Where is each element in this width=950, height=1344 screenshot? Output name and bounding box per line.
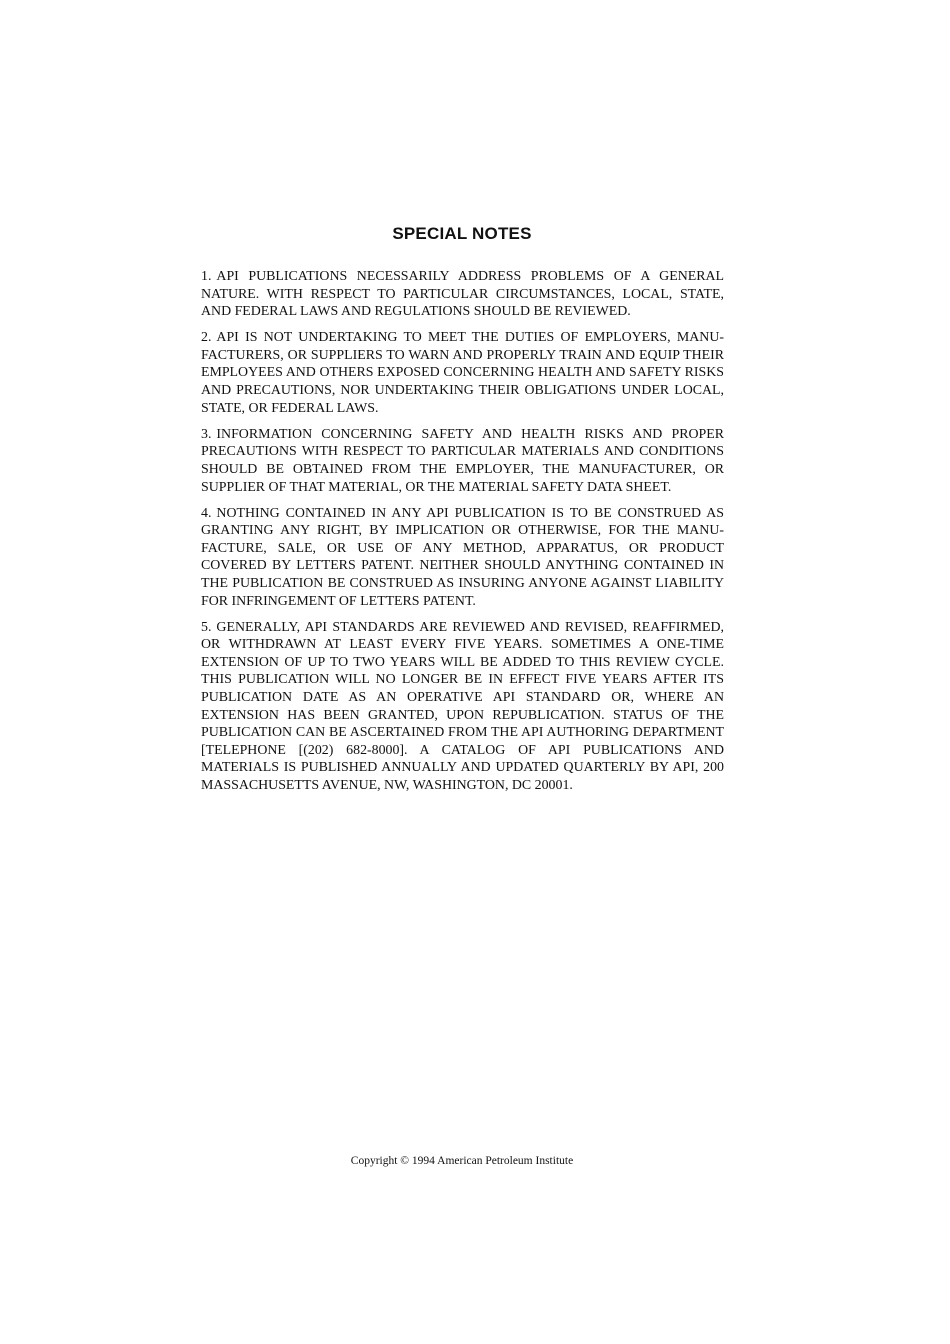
page-title: SPECIAL NOTES bbox=[392, 224, 532, 243]
note-1 bbox=[201, 268, 724, 321]
special-notes-list bbox=[201, 268, 724, 803]
note-text: API PUBLICATIONS NECESSARILY ADDRESS PROBLEMS OF A GENERAL NATURE. WITH RESPECT TO PARTICULAR CIRCUMSTANCES, LOCAL, STATE, AND FEDERAL LAWS AND REGULATIONS SHOULD BE REVIEWED. bbox=[201, 269, 724, 320]
note-text: NOTHING CONTAINED IN ANY API PUBLICATION IS TO BE CONSTRUED AS GRANTING ANY RIGHT, BY IMPLICATION OR OTHERWISE, FOR THE MANUFACTURE, SALE, OR USE OF ANY METHOD, APPARATUS, OR PRODUCT COVERED BY LETTERS PATENT. NEITHER SHOULD ANYTHING CONTAINED IN THE PUBLICATION BE CONSTRUED AS INSURING ANYONE AGAINST LIABILITY FOR INFRINGEMENT OF LETTERS PATENT. bbox=[201, 505, 724, 609]
note-text: API IS NOT UNDERTAKING TO MEET THE DUTIES OF EMPLOYERS, MANUFACTURERS, OR SUPPLIERS TO WARN AND PROPERLY TRAIN AND EQUIP THEIR EMPLOYEES AND OTHERS EXPOSED CONCERNING HEALTH AND SAFETY RISKS AND PRECAUTIONS, NOR UNDERTAKING THEIR OBLIGATIONS UNDER LOCAL, STATE, OR FEDERAL LAWS. bbox=[201, 330, 724, 416]
note-number: 4. bbox=[201, 505, 212, 521]
note-4 bbox=[201, 505, 724, 611]
note-5 bbox=[201, 619, 724, 795]
note-number: 5. bbox=[201, 619, 212, 635]
note-2 bbox=[201, 329, 724, 417]
note-3 bbox=[201, 426, 724, 496]
note-number: 3. bbox=[201, 426, 212, 442]
note-number: 2. bbox=[201, 330, 212, 346]
note-text: INFORMATION CONCERNING SAFETY AND HEALTH RISKS AND PROPER PRECAUTIONS WITH RESPECT TO PARTICULAR MATERIALS AND CONDITIONS SHOULD BE OBTAINED FROM THE EMPLOYER, THE MANUFACTURER, OR SUPPLIER OF THAT MATERIAL, OR THE MATERIAL SAFETY DATA SHEET. bbox=[201, 426, 724, 495]
note-number: 1. bbox=[201, 269, 212, 284]
copyright-footer: Copyright © 1994 American Petroleum Institute bbox=[350, 1155, 574, 1167]
note-text: GENERALLY, API STANDARDS ARE REVIEWED AND REVISED, REAFFIRMED, OR WITHDRAWN AT LEAST EVERY FIVE YEARS. SOMETIMES A ONE-TIME EXTENSION OF UP TO TWO YEARS WILL BE ADDED TO THIS REVIEW CYCLE. THIS PUBLICATION WILL NO LONGER BE IN EFFECT FIVE YEARS AFTER ITS PUBLICATION DATE AS AN OPERATIVE API STANDARD OR, WHERE AN EXTENSION HAS BEEN GRANTED, UPON REPUBLICATION. STATUS OF THE PUBLICATION CAN BE ASCERTAINED FROM THE API AUTHORING DEPARTMENT [TELEPHONE [(202) 682-8000]. A CATALOG OF API PUBLICATIONS AND MATERIALS IS PUBLISHED ANNUALLY AND UPDATED QUARTERLY BY API, 200 MASSACHUSETTS AVENUE, NW, WASHINGTON, DC 20001. bbox=[201, 619, 724, 794]
